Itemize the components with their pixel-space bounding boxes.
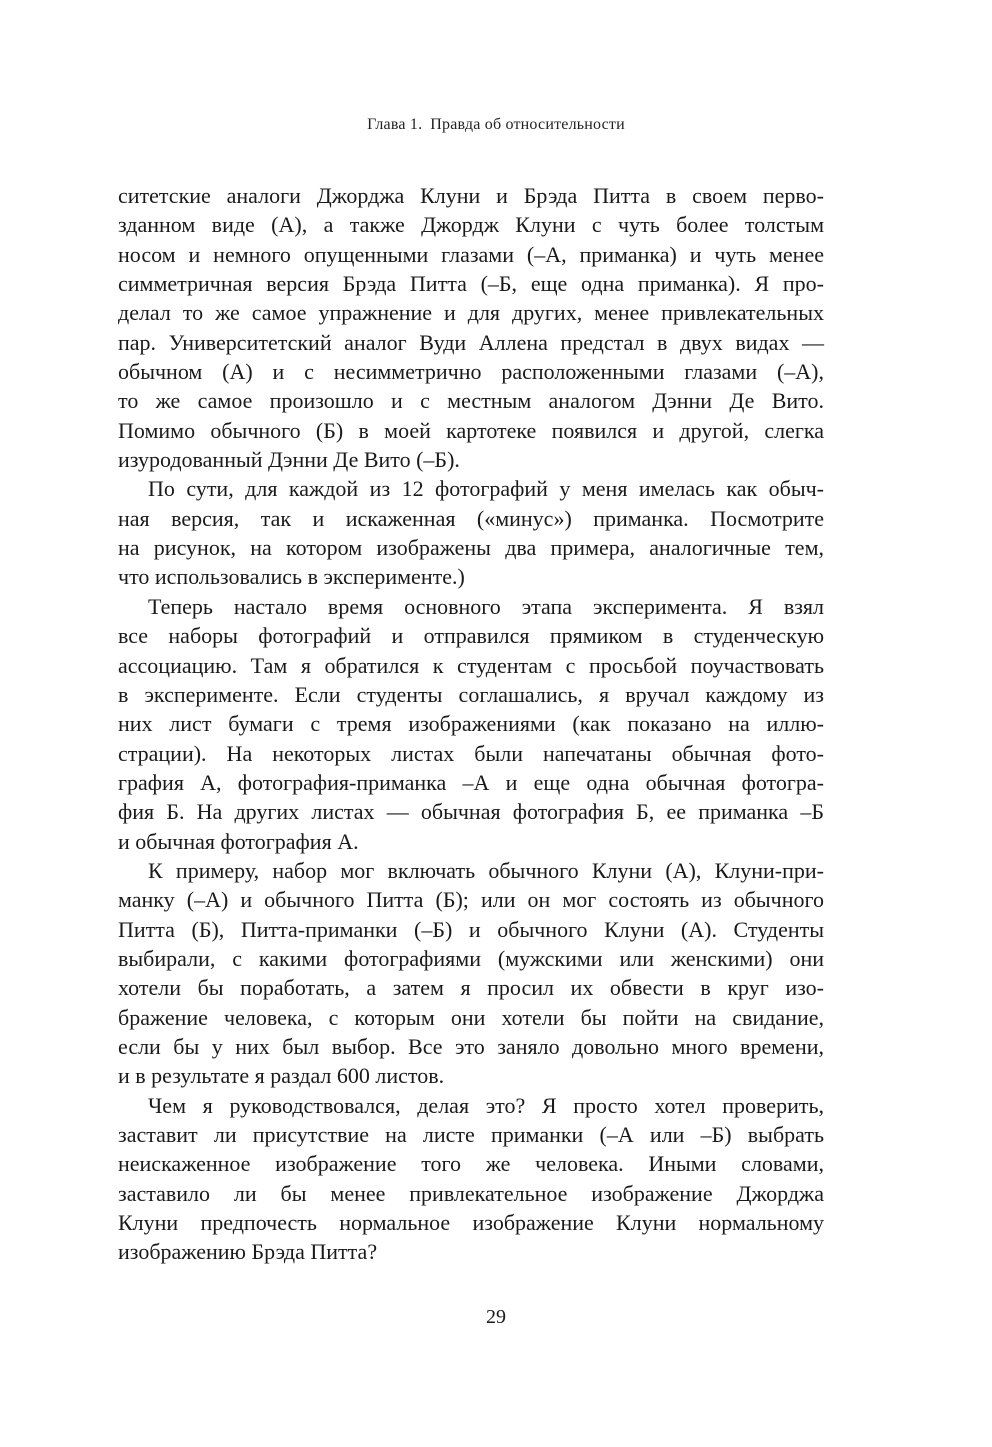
text-line: изуродованный Дэнни Де Вито (–Б).	[118, 447, 460, 473]
text-line: Клуни предпочесть нормальное изображение Клуни нормальному	[118, 1210, 824, 1236]
text-line: то же самое произошло и с местным аналогом Дэнни Де Вито.	[118, 388, 824, 414]
text-line: Питта (Б), Питта-приманки (–Б) и обычного Клуни (А). Студенты	[118, 916, 824, 942]
text-line: Чем я руководствовался, делая это? Я просто хотел проверить,	[148, 1092, 824, 1118]
body-text	[118, 181, 824, 1267]
text-line: фия Б. На других листах — обычная фотография Б, ее приманка –Б	[118, 799, 824, 825]
chapter-label: Глава 1.	[367, 116, 423, 133]
text-line: К примеру, набор мог включать обычного Клуни (А), Клуни-при-	[148, 857, 824, 883]
text-line: манку (–А) и обычного Питта (Б); или он мог состоять из обычного	[118, 887, 824, 913]
page-number: 29	[486, 1306, 506, 1328]
text-line: обычном (А) и с несимметрично расположенными глазами (–А),	[118, 359, 824, 385]
paragraph	[118, 181, 824, 474]
text-line: симметричная версия Брэда Питта (–Б, еще одна приманка). Я про-	[118, 271, 824, 297]
text-line: ассоциацию. Там я обратился к студентам с просьбой поучаствовать	[118, 652, 824, 678]
text-line: графия А, фотография-приманка –А и еще одна обычная фотогра-	[118, 769, 824, 795]
text-line: ная версия, так и искаженная («минус») приманка. Посмотрите	[118, 505, 824, 531]
text-line: носом и немного опущенными глазами (–А, приманка) и чуть менее	[118, 241, 824, 267]
chapter-title: Правда об относительности	[430, 116, 625, 133]
text-line: делал то же самое упражнение и для других, менее привлекательных	[118, 300, 824, 326]
paragraph	[118, 1091, 824, 1267]
text-line: изображению Брэда Питта?	[118, 1239, 378, 1265]
text-line: заставит ли присутствие на листе приманки (–А или –Б) выбрать	[118, 1122, 824, 1147]
text-line: зданном виде (A), а также Джордж Клуни с чуть более толстым	[118, 212, 824, 238]
text-line: в эксперименте. Если студенты соглашались, я вручал каждому из	[118, 681, 824, 707]
text-line: если бы у них был выбор. Все это заняло довольно много времени,	[118, 1033, 824, 1059]
text-line: все наборы фотографий и отправился прямиком в студенческую	[118, 623, 824, 649]
text-line: хотели бы поработать, а затем я просил их обвести в круг изо-	[118, 975, 824, 1001]
text-line: что использовались в эксперименте.)	[118, 564, 465, 590]
text-line: и в результате я раздал 600 листов.	[118, 1063, 445, 1089]
text-line: По сути, для каждой из 12 фотографий у меня имелась как обыч-	[148, 476, 824, 502]
paragraph	[118, 592, 824, 856]
text-line: на рисунок, на котором изображены два примера, аналогичные тем,	[118, 535, 824, 561]
text-line: неискаженное изображение того же человека. Иными словами,	[118, 1151, 824, 1177]
running-head	[0, 116, 992, 134]
text-line: пар. Университетский аналог Вуди Аллена предстал в двух видах —	[118, 329, 824, 355]
text-line: выбирали, с какими фотографиями (мужскими или женскими) они	[118, 945, 824, 971]
text-line: ситетские аналоги Джорджа Клуни и Брэда Питта в своем перво-	[118, 183, 824, 208]
text-line: Помимо обычного (Б) в моей картотеке появился и другой, слегка	[118, 417, 824, 443]
text-line: заставило ли бы менее привлекательное изображение Джорджа	[118, 1180, 824, 1206]
paragraph	[118, 856, 824, 1091]
text-line: страции). На некоторых листах были напечатаны обычная фото-	[118, 740, 824, 766]
text-line: бражение человека, с которым они хотели бы пойти на свидание,	[118, 1004, 824, 1030]
text-line: и обычная фотография А.	[118, 828, 359, 854]
paragraph	[118, 474, 824, 591]
text-line: них лист бумаги с тремя изображениями (как показано на иллю-	[118, 711, 824, 737]
text-line: Теперь настало время основного этапа эксперимента. Я взял	[148, 593, 824, 619]
